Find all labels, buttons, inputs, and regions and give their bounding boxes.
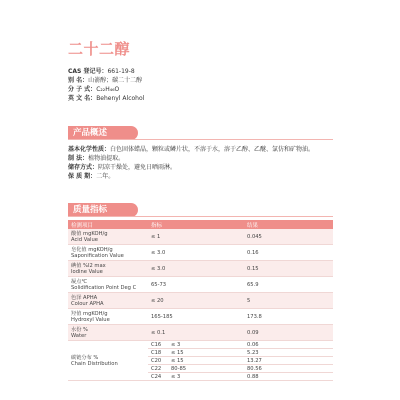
info-english-name <box>68 95 144 103</box>
overview-value: 阴凉干燥处，避免日晒雨淋。 <box>98 164 177 171</box>
item-cell <box>68 245 148 261</box>
item-en: Water <box>71 332 87 339</box>
quality-table <box>68 220 333 381</box>
quality-divider <box>68 216 333 217</box>
item-cell <box>68 277 148 293</box>
item-cn: 碳链分布 % <box>71 354 99 361</box>
info-label: 别 名： <box>68 77 89 84</box>
item-en: Acid Value <box>71 236 98 243</box>
spec-cell: ≤ 3.0 <box>148 261 244 277</box>
spec-cell <box>148 349 244 357</box>
info-label: CAS 登记号： <box>68 68 108 75</box>
table-header-row <box>68 220 333 229</box>
table-row <box>68 245 333 261</box>
result-cell: 0.06 <box>244 341 333 349</box>
chain-spec: ≤ 15 <box>171 349 184 356</box>
chain-name: C18 <box>151 349 162 356</box>
info-value: 661-19-8 <box>107 68 135 75</box>
info-label: 英 文 名： <box>68 95 97 102</box>
chain-name: C22 <box>151 365 162 372</box>
item-cell <box>68 261 148 277</box>
overview-row-shelf-life <box>68 173 338 181</box>
spec-cell: ≤ 0.1 <box>148 325 244 341</box>
result-cell: 0.15 <box>244 261 333 277</box>
table-row <box>68 325 333 341</box>
spec-cell: ≤ 20 <box>148 293 244 309</box>
item-cn: 色泽 APHA <box>71 294 98 301</box>
info-value: 山嵛醇；碳二十二醇 <box>88 77 143 84</box>
result-cell: 80.56 <box>244 365 333 373</box>
overview-value: 二年。 <box>96 173 115 180</box>
spec-cell <box>148 373 244 381</box>
chain-spec: ≤ 15 <box>171 357 184 364</box>
item-cn: 羟值 mgKOH/g <box>71 310 108 317</box>
table-row-chain <box>68 341 333 349</box>
quality-heading: 质量指标 <box>68 203 138 217</box>
overview-label: 储存方式： <box>68 164 99 171</box>
spec-cell <box>148 357 244 365</box>
table-row <box>68 293 333 309</box>
column-header-spec: 指标 <box>148 220 244 229</box>
result-cell: 0.045 <box>244 229 333 245</box>
item-en: Saponification Value <box>71 252 124 259</box>
item-cn: 酸值 mgKOH/g <box>71 230 108 237</box>
result-cell: 173.8 <box>244 309 333 325</box>
chain-spec: 80-85 <box>171 365 187 372</box>
info-cas <box>68 68 135 76</box>
info-formula <box>68 86 119 94</box>
table-row <box>68 309 333 325</box>
spec-cell <box>148 365 244 373</box>
item-cell <box>68 325 148 341</box>
item-cn: 碘值 %I2 max <box>71 262 106 269</box>
column-header-item: 检测项目 <box>68 220 148 229</box>
info-alias <box>68 77 142 85</box>
overview-label: 基本化学性质： <box>68 146 111 153</box>
chain-name: C16 <box>151 341 162 348</box>
overview-label: 制 法： <box>68 155 89 162</box>
spec-cell: 65-73 <box>148 277 244 293</box>
item-cell <box>68 341 148 381</box>
result-cell: 0.16 <box>244 245 333 261</box>
table-row <box>68 277 333 293</box>
item-en: Solidification Point Deg C <box>71 284 137 291</box>
chain-name: C20 <box>151 357 162 364</box>
overview-row-properties <box>68 146 338 154</box>
result-cell: 0.09 <box>244 325 333 341</box>
item-cn: 水份 % <box>71 326 88 333</box>
result-cell: 65.9 <box>244 277 333 293</box>
item-cell <box>68 309 148 325</box>
item-en: Iodine Value <box>71 268 103 275</box>
chain-name: C24 <box>151 373 162 380</box>
item-en: Colour APHA <box>71 300 104 307</box>
item-cell <box>68 293 148 309</box>
overview-label: 保 质 期： <box>68 173 97 180</box>
spec-cell: ≤ 1 <box>148 229 244 245</box>
overview-row-storage <box>68 164 338 172</box>
overview-heading: 产品概述 <box>68 126 138 140</box>
product-title: 二十二醇 <box>68 40 131 58</box>
result-cell: 0.88 <box>244 373 333 381</box>
info-label: 分 子 式： <box>68 86 97 93</box>
column-header-result: 结果 <box>244 220 333 229</box>
table-row <box>68 261 333 277</box>
overview-value: 植物油提取。 <box>88 155 125 162</box>
spec-cell: 165-185 <box>148 309 244 325</box>
info-value: C₂₂H₄₆O <box>96 86 120 93</box>
item-cn: 凝点℃ <box>71 278 88 285</box>
item-cell <box>68 229 148 245</box>
item-en: Hydroxyl Value <box>71 316 110 323</box>
overview-value: 白色固体蜡晶，颗粒或鳞片状，不溶于水，溶于乙醇、乙醚、氯仿和矿物油。 <box>110 146 315 153</box>
table-row <box>68 229 333 245</box>
result-cell: 5.23 <box>244 349 333 357</box>
item-cn: 皂化值 mgKOH/g <box>71 246 113 253</box>
chain-spec: ≤ 3 <box>171 341 181 348</box>
result-cell: 13.27 <box>244 357 333 365</box>
info-value: Behenyl Alcohol <box>96 95 145 102</box>
item-en: Chain Distribution <box>71 360 118 367</box>
result-cell: 5 <box>244 293 333 309</box>
overview-divider <box>68 139 333 140</box>
overview-row-method <box>68 155 338 163</box>
chain-spec: ≤ 3 <box>171 373 181 380</box>
spec-cell <box>148 341 244 349</box>
spec-cell: ≤ 3.0 <box>148 245 244 261</box>
